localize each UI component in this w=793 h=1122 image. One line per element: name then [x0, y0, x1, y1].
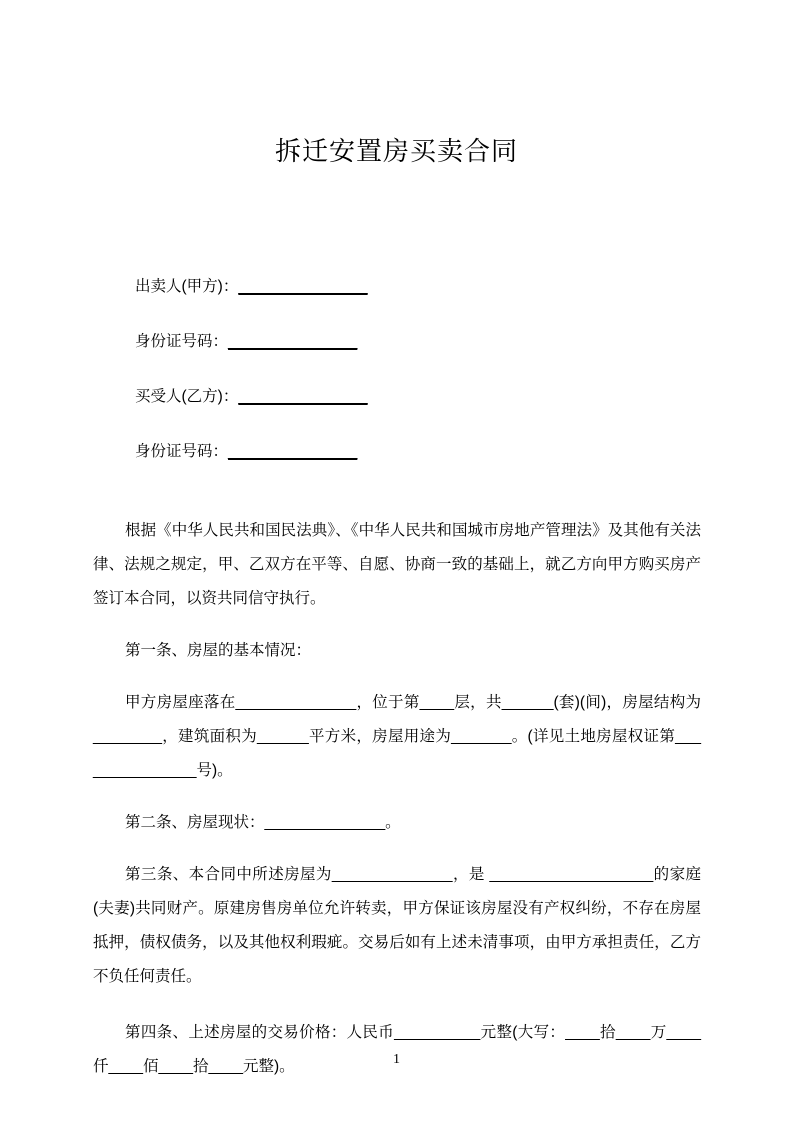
field-seller-id-label: 身份证号码： [135, 333, 229, 350]
field-seller-id-input[interactable]: _______________ [228, 333, 358, 350]
field-seller-id [93, 331, 701, 386]
preamble-paragraph: 根据《中华人民共和国民法典》、《中华人民共和国城市房地产管理法》及其他有关法律、法规之规定，甲、乙双方在平等、自愿、协商一致的基础上，就乙方向甲方购买房产签订本合同，以资共同信守执行。 [93, 522, 701, 607]
field-buyer-name-input[interactable]: _______________ [238, 388, 368, 405]
field-seller-name-label: 出卖人(甲方)： [135, 278, 239, 295]
page-number: 1 [393, 1052, 400, 1067]
clause-2: 第二条、房屋现状：______________。 [125, 814, 401, 831]
clause-1-heading: 第一条、房屋的基本情况： [125, 642, 312, 659]
field-buyer-id-input[interactable]: _______________ [228, 443, 358, 460]
field-buyer-name-label: 买受人(乙方)： [135, 388, 239, 405]
document-body [93, 276, 701, 1084]
clause-4: 第四条、上述房屋的交易价格：人民币__________元整(大写：____拾____万____仟____佰____拾____元整)。 [93, 1024, 701, 1075]
clause-1-body: 甲方房屋座落在______________，位于第____层，共______(套)(间)，房屋结构为________，建筑面积为______平方米，房屋用途为_______。(详见土地房屋权证第_______________号)。 [93, 694, 701, 779]
field-buyer-id-label: 身份证号码： [135, 443, 229, 460]
field-seller-name-input[interactable]: _______________ [238, 278, 368, 295]
page-title: 拆迁安置房买卖合同 [274, 136, 518, 166]
clause-3: 第三条、本合同中所述房屋为______________，是 ___________________的家庭(夫妻)共同财产。原建房售房单位允许转卖，甲方保证该房屋没有产权纠纷，不存在房屋抵押，债权债务，以及其他权利瑕疵。交易后如有上述未清事项，由甲方承担责任，乙方不负任何责任。 [93, 866, 701, 985]
field-seller-name [93, 276, 701, 331]
field-buyer-id [93, 441, 701, 496]
field-buyer-name [93, 386, 701, 441]
